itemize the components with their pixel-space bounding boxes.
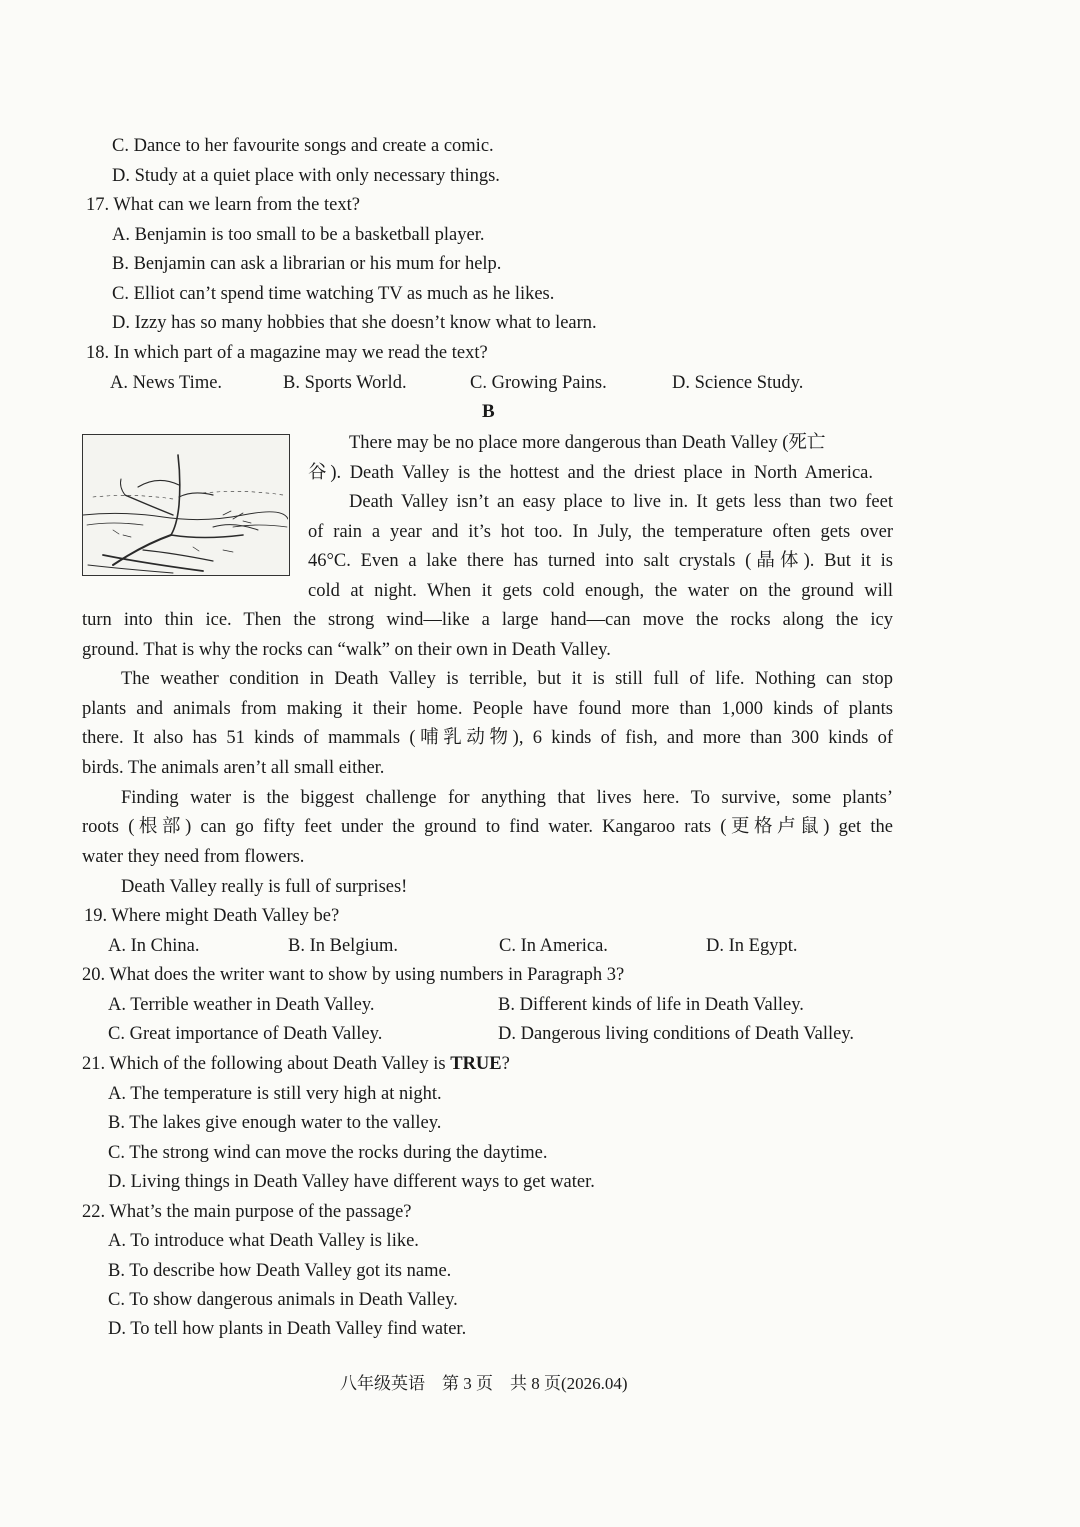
passage-line-7: turn into thin ice. Then the strong wind—like a large hand—can move the rocks along the icy <box>82 610 893 630</box>
q17-option-b: B. Benjamin can ask a librarian or his mum for help. <box>112 254 502 274</box>
q19-stem: 19. Where might Death Valley be? <box>84 906 340 926</box>
q19-options <box>0 934 1080 958</box>
section-b-title: B <box>482 401 495 422</box>
q21-option-c: C. The strong wind can move the rocks during the daytime. <box>108 1143 548 1163</box>
passage-line-2: 谷). Death Valley is the hottest and the driest place in North America. <box>308 463 873 483</box>
passage-line-3: Death Valley isn’t an easy place to live in. It gets less than two feet <box>349 492 893 512</box>
passage-line-9: The weather condition in Death Valley is terrible, but it is still full of life. Nothing can stop <box>121 669 893 689</box>
q18-option-d: D. Science Study. <box>672 373 804 393</box>
q18-options <box>0 371 1080 395</box>
q17-option-a: A. Benjamin is too small to be a basketball player. <box>112 225 485 245</box>
q20-option-b: B. Different kinds of life in Death Valley. <box>498 995 804 1015</box>
q21-option-d: D. Living things in Death Valley have different ways to get water. <box>108 1172 595 1192</box>
q18-stem: 18. In which part of a magazine may we read the text? <box>86 343 488 363</box>
q20-options-row1 <box>0 993 1080 1017</box>
q20-option-c: C. Great importance of Death Valley. <box>108 1024 383 1044</box>
desert-tree-sketch-icon <box>83 435 288 574</box>
q18-option-a: A. News Time. <box>110 373 223 393</box>
passage-line-8: ground. That is why the rocks can “walk” on their own in Death Valley. <box>82 640 611 660</box>
passage-line-4: of rain a year and it’s hot too. In July, the temperature often gets over <box>308 522 893 542</box>
q22-option-d: D. To tell how plants in Death Valley find water. <box>108 1319 467 1339</box>
q21-option-a: A. The temperature is still very high at night. <box>108 1084 442 1104</box>
q16-option-d: D. Study at a quiet place with only necessary things. <box>112 166 500 186</box>
q19-option-c: C. In America. <box>499 936 608 956</box>
q20-stem: 20. What does the writer want to show by using numbers in Paragraph 3? <box>82 965 625 985</box>
q19-option-a: A. In China. <box>108 936 200 956</box>
death-valley-picture <box>82 434 290 576</box>
passage-line-5: 46°C. Even a lake there has turned into salt crystals (晶体). But it is <box>308 551 893 571</box>
q18-option-c: C. Growing Pains. <box>470 373 607 393</box>
q17-option-d: D. Izzy has so many hobbies that she doesn’t know what to learn. <box>112 313 597 333</box>
passage-line-16: Death Valley really is full of surprises! <box>121 877 408 897</box>
passage-line-10: plants and animals from making it their home. People have found more than 1,000 kinds of plants <box>82 699 893 719</box>
passage-line-13: Finding water is the biggest challenge for anything that lives here. To survive, some plants’ <box>121 788 893 808</box>
q21-stem <box>82 1052 510 1076</box>
page-footer: 八年级英语 第 3 页 共 8 页(2026.04) <box>340 1374 628 1393</box>
q22-option-c: C. To show dangerous animals in Death Valley. <box>108 1290 458 1310</box>
passage-line-15: water they need from flowers. <box>82 847 305 867</box>
q18-option-b: B. Sports World. <box>283 373 407 393</box>
passage-line-14: roots (根部) can go fifty feet under the ground to find water. Kangaroo rats (更格卢鼠) get the <box>82 817 893 837</box>
passage-line-1: There may be no place more dangerous than Death Valley (死亡 <box>349 433 826 453</box>
q21-option-b: B. The lakes give enough water to the valley. <box>108 1113 442 1133</box>
q20-options-row2 <box>0 1022 1080 1046</box>
q20-option-d: D. Dangerous living conditions of Death Valley. <box>498 1024 855 1044</box>
q22-option-b: B. To describe how Death Valley got its name. <box>108 1261 452 1281</box>
passage-line-6: cold at night. When it gets cold enough, the water on the ground will <box>308 581 893 601</box>
q21-stem-emphasis: TRUE <box>450 1054 502 1074</box>
q19-option-d: D. In Egypt. <box>706 936 798 956</box>
passage-line-12: birds. The animals aren’t all small either. <box>82 758 385 778</box>
q21-stem-end: ? <box>501 1054 510 1074</box>
q20-option-a: A. Terrible weather in Death Valley. <box>108 995 375 1015</box>
q22-option-a: A. To introduce what Death Valley is like. <box>108 1231 419 1251</box>
q22-stem: 22. What’s the main purpose of the passage? <box>82 1202 412 1222</box>
passage-line-11: there. It also has 51 kinds of mammals (哺乳动物), 6 kinds of fish, and more than 300 kinds of <box>82 728 893 748</box>
q16-option-c: C. Dance to her favourite songs and create a comic. <box>112 136 494 156</box>
q17-stem: 17. What can we learn from the text? <box>86 195 360 215</box>
q17-option-c: C. Elliot can’t spend time watching TV as much as he likes. <box>112 284 555 304</box>
q21-stem-text: 21. Which of the following about Death Valley is <box>82 1054 451 1074</box>
q19-option-b: B. In Belgium. <box>288 936 398 956</box>
